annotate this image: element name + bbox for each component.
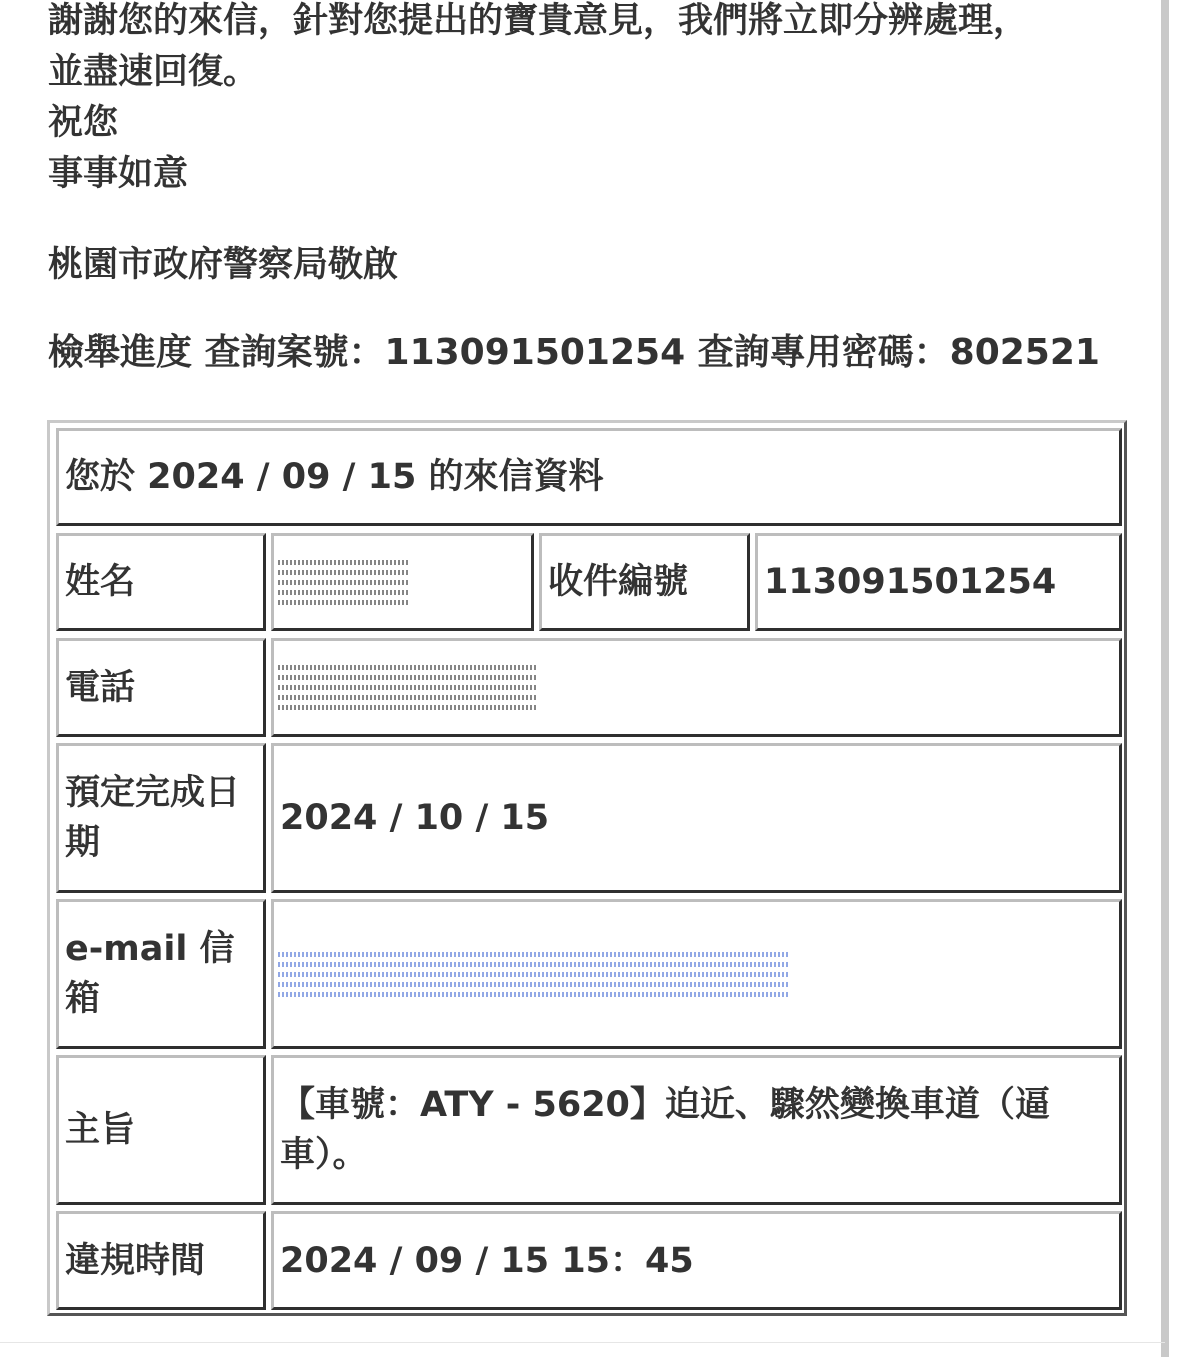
progress-query-text: 檢舉進度 查詢案號：113091501254 查詢專用密碼：802521	[48, 332, 1100, 373]
name-value-redacted	[271, 533, 534, 631]
wish-text: 事事如意	[48, 154, 189, 194]
subject-value: 【車號：ATY - 5620】迫近、驟然變換車道（逼車）。	[271, 1055, 1122, 1205]
phone-value-redacted	[271, 638, 1122, 737]
email-value-redacted	[271, 899, 1122, 1049]
bottom-divider	[0, 1342, 1165, 1343]
record-header: 您於 2024 / 09 / 15 的來信資料	[56, 428, 1122, 526]
name-label: 姓名	[56, 533, 266, 631]
email-label: e-mail 信箱	[56, 899, 266, 1049]
signature-text: 桃園市政府警察局敬啟	[48, 245, 399, 285]
violation-time-value: 2024 / 09 / 15 15：45	[271, 1211, 1122, 1310]
reply-promise-text: 並盡速回復。	[48, 52, 259, 92]
greeting-text: 祝您	[48, 103, 119, 143]
phone-label: 電話	[56, 638, 266, 737]
violation-time-label: 違規時間	[56, 1211, 266, 1310]
thanks-text: 謝謝您的來信，針對您提出的寶貴意見，我們將立即分辨處理，	[48, 1, 1029, 41]
scrollbar[interactable]	[1161, 0, 1169, 1357]
receipt-number-value: 113091501254	[755, 533, 1122, 631]
receipt-number-label: 收件編號	[539, 533, 750, 631]
scheduled-date-value: 2024 / 10 / 15	[271, 743, 1122, 893]
scheduled-date-label: 預定完成日期	[56, 743, 266, 893]
subject-label: 主旨	[56, 1055, 266, 1205]
